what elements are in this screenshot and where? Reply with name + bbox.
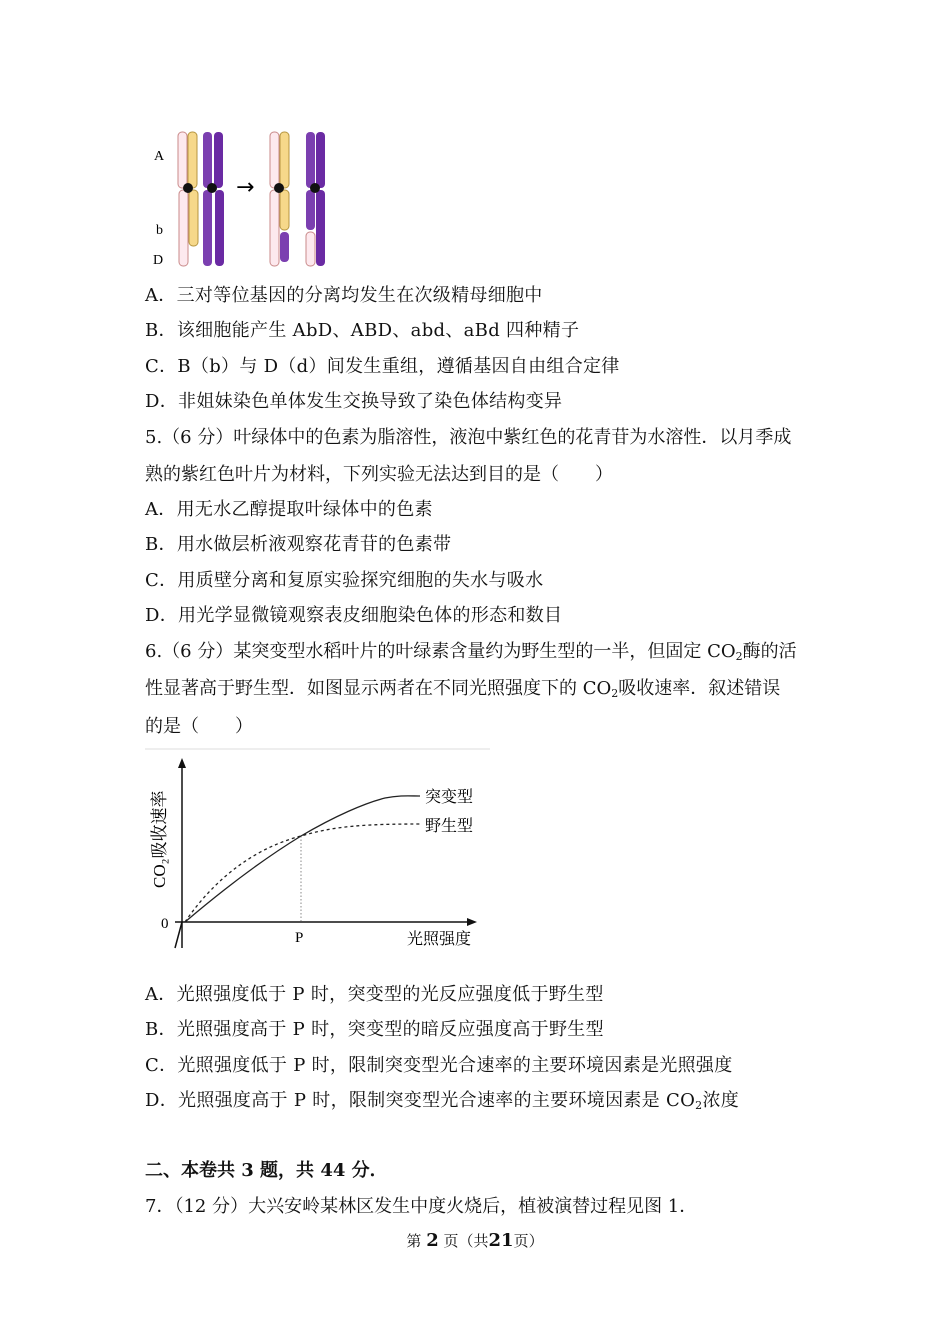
origin-label: 0 xyxy=(161,916,169,932)
total-pages: 21 xyxy=(488,1230,514,1251)
q5-stem-line2: 熟的紫红色叶片为材料，下列实验无法达到目的是（ ） xyxy=(145,464,613,485)
co2-absorption-chart xyxy=(145,748,490,958)
q5-option-a: A．用无水乙醇提取叶绿体中的色素 xyxy=(145,499,433,520)
gene-label-b: b xyxy=(156,223,163,238)
q5-option-d: D．用光学显微镜观察表皮细胞染色体的形态和数目 xyxy=(145,605,563,626)
page-footer: 第 2 页（共21页） xyxy=(406,1230,544,1251)
chromosome-purple-right xyxy=(306,132,325,266)
gene-label-d: D xyxy=(153,253,164,268)
gene-label-a: A xyxy=(154,149,165,164)
series-wild-curve xyxy=(185,824,420,922)
chromosome-light-left xyxy=(178,132,198,266)
x-marker-p: P xyxy=(295,930,304,946)
series-mutant-curve xyxy=(185,796,420,922)
q4-option-d: D．非姐妹染色单体发生交换导致了染色体结构变异 xyxy=(145,391,563,412)
q5-option-c: C．用质壁分离和复原实验探究细胞的失水与吸水 xyxy=(145,570,544,591)
q4-option-c: C．B（b）与 D（d）间发生重组，遵循基因自由组合定律 xyxy=(145,356,620,377)
q5-stem-line1: 5.（6 分）叶绿体中的色素为脂溶性，液泡中紫红色的花青苷为水溶性．以月季成 xyxy=(145,427,792,448)
q6-stem-line2: 性显著高于野生型．如图显示两者在不同光照强度下的 $CO_2$吸收速率．叙述错误 xyxy=(145,678,781,700)
q6-option-a: A．光照强度低于 P 时，突变型的光反应强度低于野生型 xyxy=(145,984,604,1005)
q4-option-a: A．三对等位基因的分离均发生在次级精母细胞中 xyxy=(145,285,543,306)
q4-option-b: B．该细胞能产生 AbD、ABD、abd、aBd 四种精子 xyxy=(145,320,580,341)
series-mutant-label: 突变型 xyxy=(425,789,474,806)
x-axis-label: 光照强度 xyxy=(407,931,472,948)
y-axis-label: CO₂吸收速率 xyxy=(150,790,169,888)
series-wild-label: 野生型 xyxy=(425,818,474,835)
crossover-arrow: → xyxy=(236,175,255,200)
q7-stem: 7．（12 分）大兴安岭某林区发生中度火烧后，植被演替过程见图 1． xyxy=(145,1196,698,1217)
q6-option-d: D．光照强度高于 P 时，限制突变型光合速率的主要环境因素是 $CO_2$浓度 xyxy=(145,1090,740,1112)
page-number: 2 xyxy=(426,1230,439,1251)
chromosome-light-right xyxy=(270,132,289,266)
q6-option-c: C．光照强度低于 P 时，限制突变型光合速率的主要环境因素是光照强度 xyxy=(145,1055,733,1076)
q6-option-b: B．光照强度高于 P 时，突变型的暗反应强度高于野生型 xyxy=(145,1019,604,1040)
x-axis-arrow xyxy=(467,918,477,926)
section-2-title: 二、本卷共 3 题，共 44 分． xyxy=(145,1160,388,1181)
chromosome-purple-left xyxy=(203,132,224,266)
q6-stem-line1: 6.（6 分）某突变型水稻叶片的叶绿素含量约为野生型的一半，但固定 $CO_2$酶的活 xyxy=(145,641,797,663)
chromosome-crossover-figure xyxy=(148,128,338,273)
q5-option-b: B．用水做层析液观察花青苷的色素带 xyxy=(145,534,452,555)
q6-stem-line3: 的是（ ） xyxy=(145,716,253,737)
y-axis-arrow xyxy=(178,758,186,768)
